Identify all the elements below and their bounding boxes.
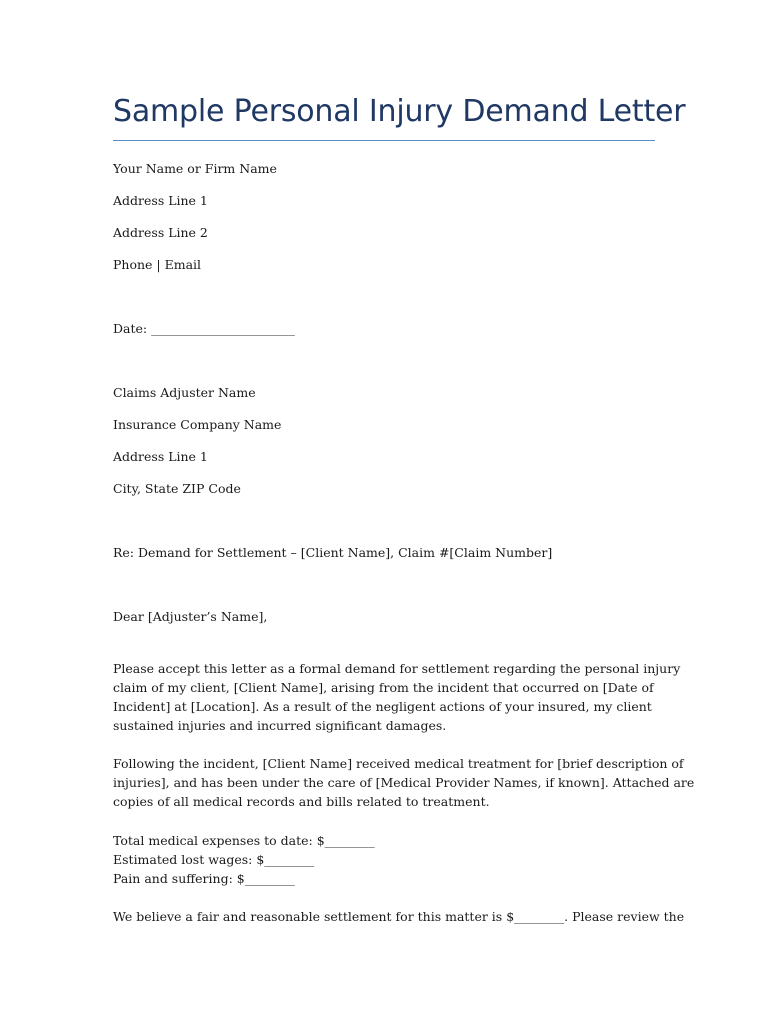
subject-line: Re: Demand for Settlement – [Client Name], Claim #[Claim Number] (113, 545, 553, 560)
paragraph-intro (113, 659, 681, 735)
paragraph-intro-line: sustained injuries and incurred significant damages. (113, 718, 447, 733)
date-line: Date: _______________________ (113, 321, 295, 336)
sender-address-line-2: Address Line 2 (113, 225, 208, 240)
sender-name: Your Name or Firm Name (113, 161, 277, 176)
damages-item-lost-wages: Estimated lost wages: $________ (113, 852, 315, 867)
title-underline (113, 140, 655, 141)
recipient-city-state-zip: City, State ZIP Code (113, 481, 241, 496)
sender-contact: Phone | Email (113, 257, 202, 272)
paragraph-intro-line: Please accept this letter as a formal demand for settlement regarding the personal injury (113, 661, 681, 676)
paragraph-intro-line: claim of my client, [Client Name], arising from the incident that occurred on [Date of (113, 680, 654, 695)
damages-item-pain-suffering: Pain and suffering: $________ (113, 871, 295, 886)
salutation: Dear [Adjuster’s Name], (113, 609, 268, 624)
damages-item-medical: Total medical expenses to date: $________ (113, 833, 375, 848)
paragraph-treatment-line: copies of all medical records and bills related to treatment. (113, 794, 490, 809)
recipient-company: Insurance Company Name (113, 417, 282, 432)
paragraph-treatment-line: injuries], and has been under the care of [Medical Provider Names, if known]. Attached are (113, 775, 695, 790)
closing-paragraph-start: We believe a fair and reasonable settlement for this matter is $________. Please review the (113, 909, 685, 924)
damages-list (113, 831, 653, 888)
paragraph-intro-line: Incident] at [Location]. As a result of the negligent actions of your insured, my client (113, 699, 652, 714)
document-title: Sample Personal Injury Demand Letter (113, 94, 686, 129)
recipient-address-line-1: Address Line 1 (113, 449, 208, 464)
recipient-adjuster: Claims Adjuster Name (113, 385, 256, 400)
sender-address-line-1: Address Line 1 (113, 193, 208, 208)
paragraph-treatment (113, 754, 695, 811)
paragraph-treatment-line: Following the incident, [Client Name] received medical treatment for [brief description of (113, 756, 684, 771)
